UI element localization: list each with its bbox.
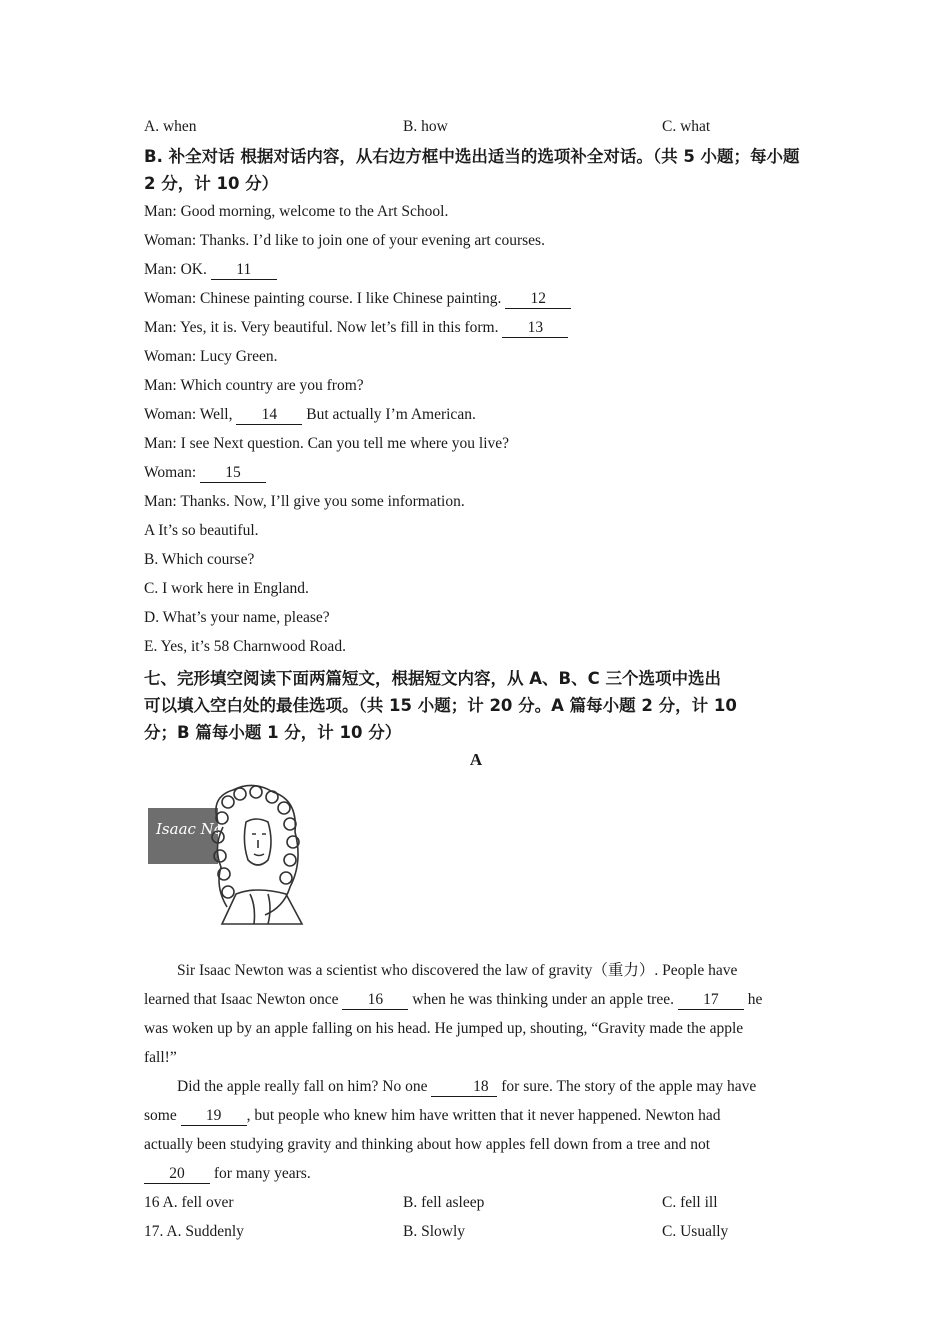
blank-12[interactable]: 12 [505,290,571,309]
choice-a: A It’s so beautiful. [144,522,259,539]
q17-option-c: C. Usually [662,1223,729,1240]
q16-option-b: B. fell asleep [403,1194,485,1211]
newton-illustration [144,774,808,956]
answer-choices [144,516,808,661]
dialogue-line: Woman: Well, 14 But actually I’m American. [144,406,476,423]
dialogue-line: Woman: 15 [144,458,808,487]
q16-option-a: 16 A. fell over [144,1194,234,1211]
dialogue-line: Man: Good morning, welcome to the Art School. [144,203,449,220]
passage-title: A [469,750,483,769]
option-a: A. when [144,118,197,135]
option-c: C. what [662,118,711,135]
newton-portrait-image [148,782,318,932]
q16-option-c: C. fell ill [662,1194,718,1211]
dialogue-line: Man: OK. 11 [144,255,808,284]
choice-b: B. Which course? [144,551,255,568]
question-10-options [144,112,808,141]
blank-14[interactable]: 14 [236,406,302,425]
dialogue-line: Man: I see Next question. Can you tell me where you live? [144,435,510,452]
blank-16[interactable]: 16 [342,991,408,1010]
dialogue-line: Man: Yes, it is. Very beautiful. Now let’s fill in this form. 13 [144,313,808,342]
question-17-options [144,1217,808,1246]
q17-option-b: B. Slowly [403,1223,466,1240]
dialogue-line: Man: Which country are you from? [144,377,364,394]
dialogue-line: Woman: Thanks. I’d like to join one of your evening art courses. [144,232,545,249]
blank-18[interactable]: 18 [431,1078,497,1097]
paragraph-1: Sir Isaac Newton was a scientist who discovered the law of gravity（重力）. People have [177,962,738,979]
blank-20[interactable]: 20 [144,1165,210,1184]
dialogue-line: Man: Thanks. Now, I’ll give you some information. [144,493,465,510]
choice-e: E. Yes, it’s 58 Charnwood Road. [144,638,346,655]
option-b: B. how [403,118,448,135]
image-script-text: Isaac Newton [156,820,261,838]
choice-d: D. What’s your name, please? [144,609,330,626]
q17-option-a: 17. A. Suddenly [144,1223,244,1240]
section-7-heading: 七、完形填空阅读下面两篇短文，根据短文内容，从 A、B、C 三个选项中选出 可以填入空白处的最佳选项。（共 15 小题；计 20 分。A 篇每小题 2 分，计 10 分；B 篇每小题 1 分，计 10 分） [144,669,737,742]
passage-a: Sir Isaac Newton was a scientist who discovered the law of gravity（重力）. People have learned that Isaac Newton once 16 when he was thinking under an apple tree. 17 he was woken up by an apple falling on his head. He jumped up, shouting, “Gravity made the apple fall!” Did the apple really fall on him? No one 18 for sure. The story of the apple may have some 19 , but people who knew him have written that it never happened. Newton had actually been studying gravity and thinking about how apples fell down from a tree and not 20 for many years. [144,956,808,1188]
blank-13[interactable]: 13 [502,319,568,338]
dialogue-line: Woman: Lucy Green. [144,348,278,365]
blank-19[interactable]: 19 [181,1107,247,1126]
section-b-heading: B. 补全对话 根据对话内容，从右边方框中选出适当的选项补全对话。（共 5 小题；每小题 2 分，计 10 分） [144,147,800,193]
exam-page [144,112,808,1246]
question-16-options [144,1188,808,1217]
blank-17[interactable]: 17 [678,991,744,1010]
blank-15[interactable]: 15 [200,464,266,483]
dialogue-line: Woman: Chinese painting course. I like Chinese painting. 12 [144,284,808,313]
paragraph-2: Did the apple really fall on him? No one 18 for sure. The story of the apple may have [177,1078,757,1095]
choice-c: C. I work here in England. [144,580,309,597]
blank-11[interactable]: 11 [211,261,277,280]
dialogue [144,197,808,516]
